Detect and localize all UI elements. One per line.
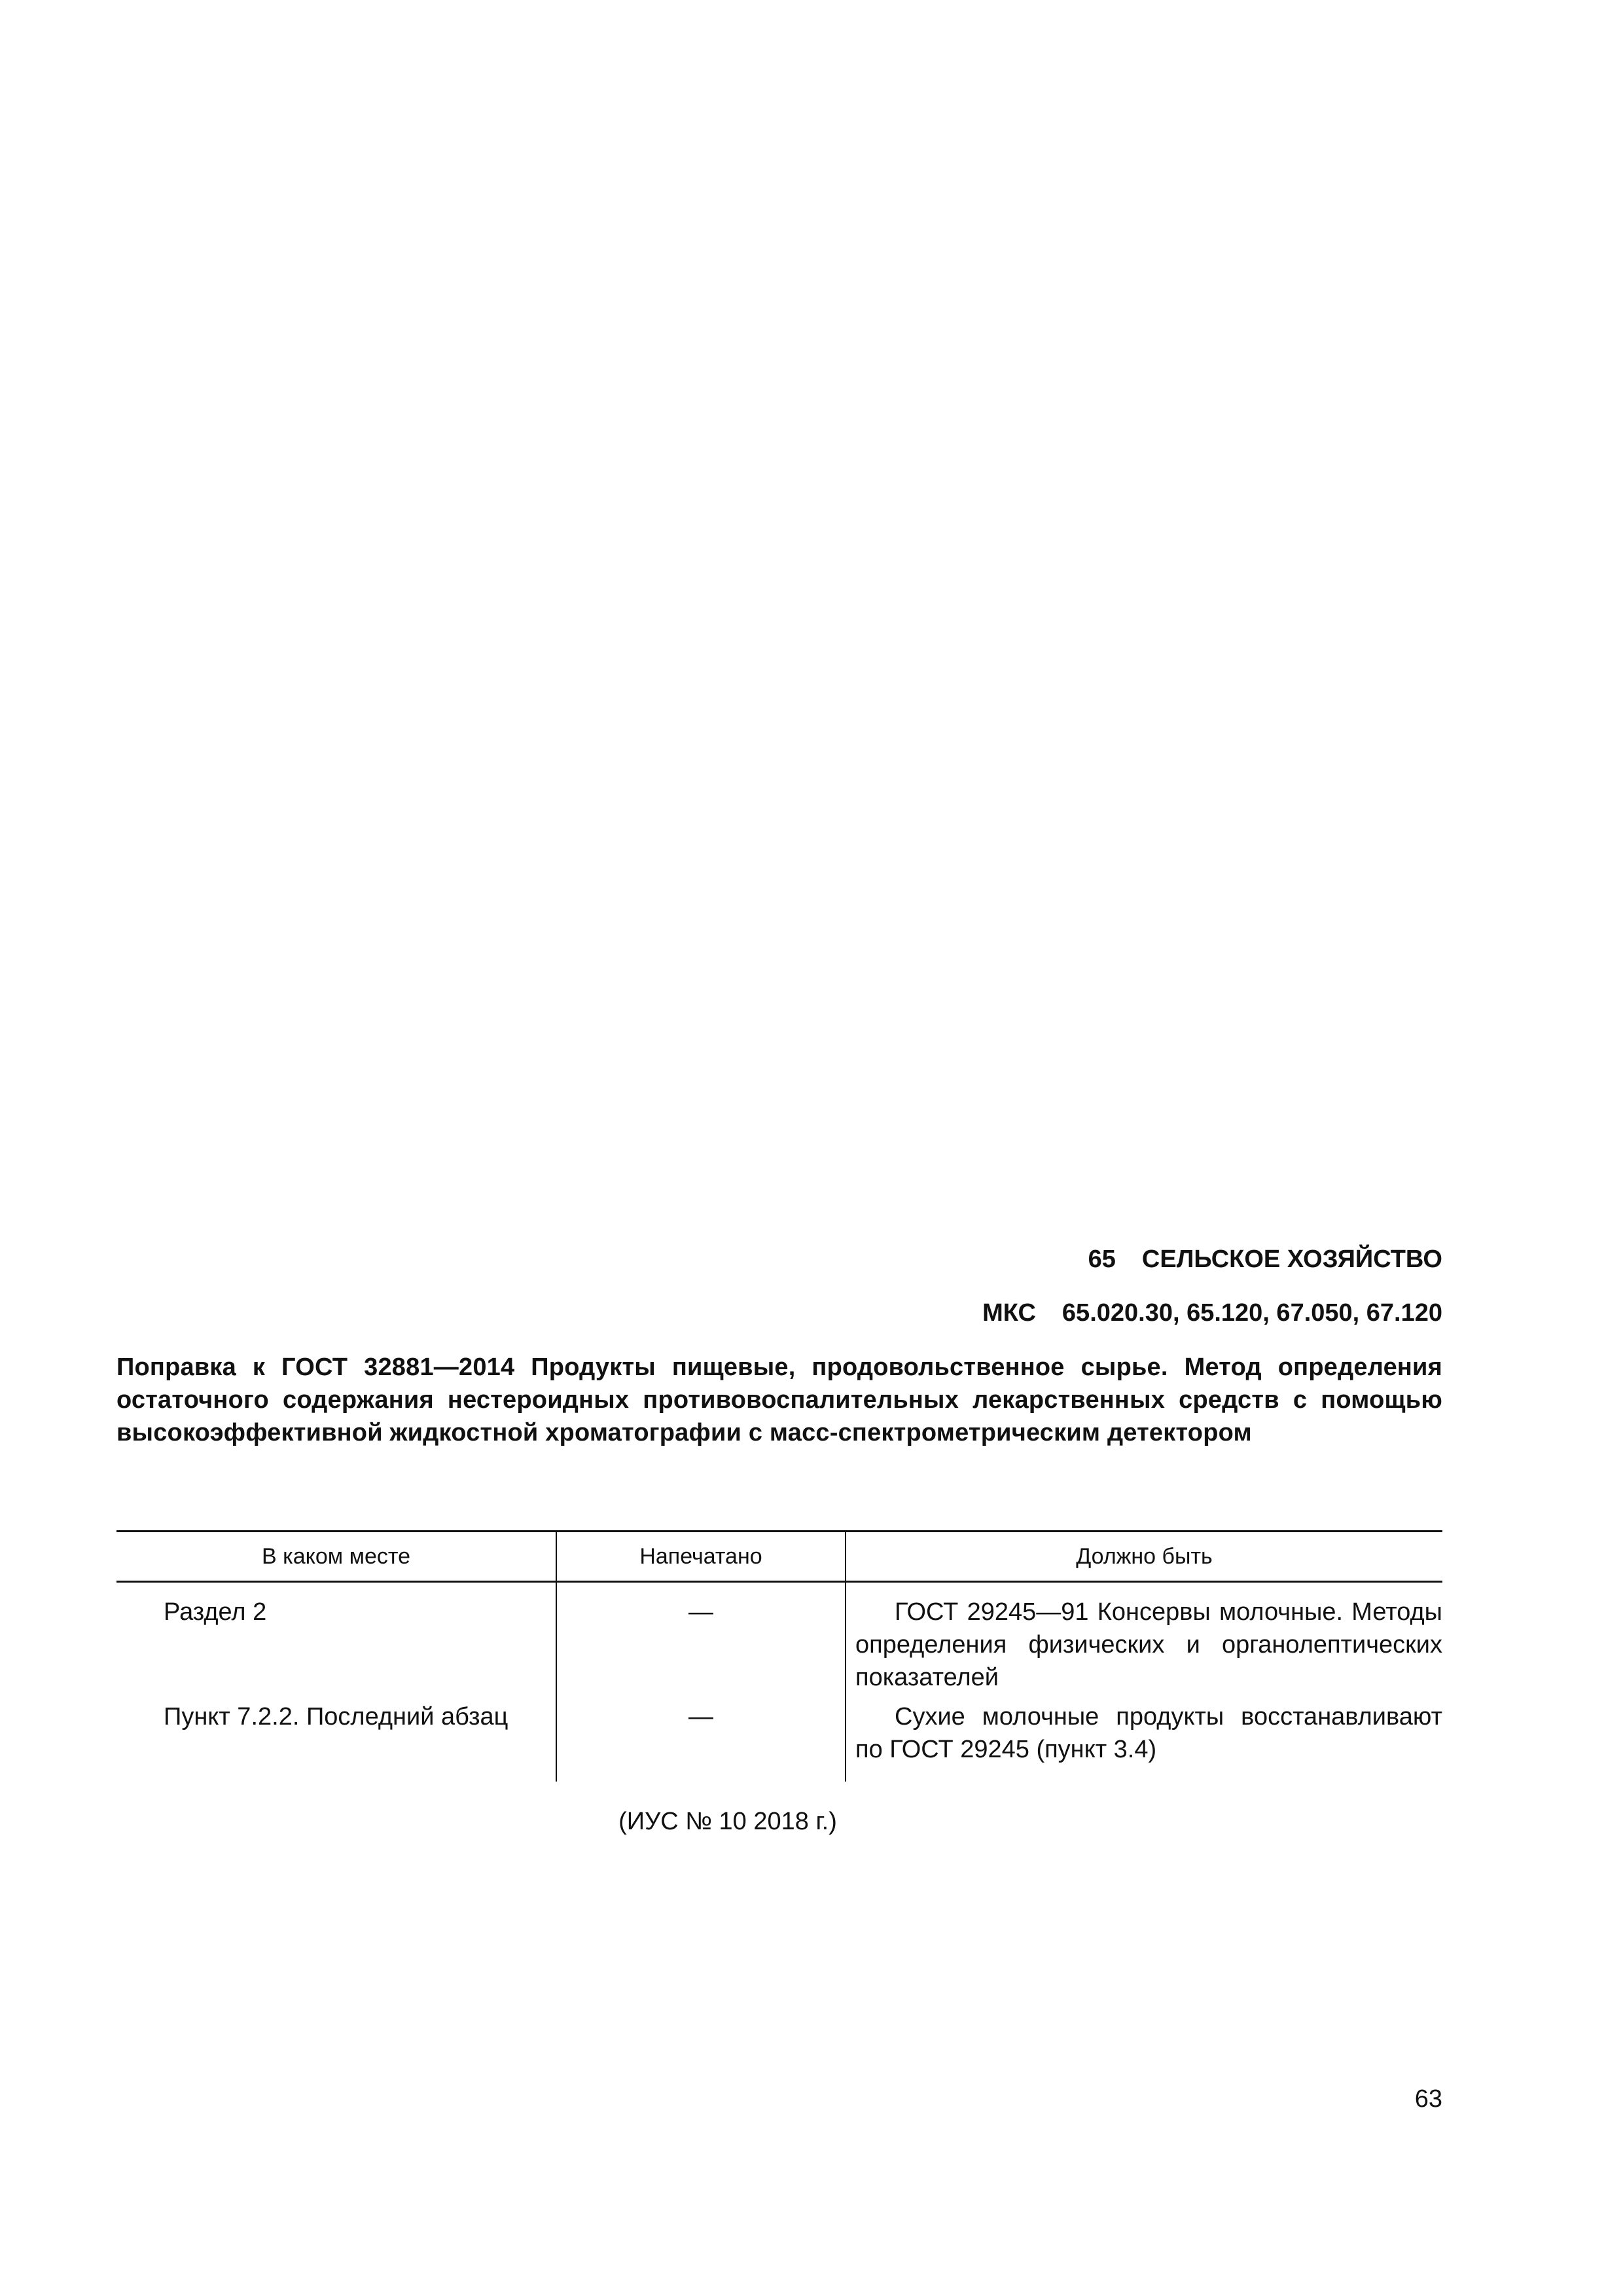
- cell-where: Раздел 2: [164, 1598, 267, 1626]
- table-row: [116, 1700, 1442, 1782]
- section-heading: [1088, 1244, 1442, 1275]
- cell-should-be: [855, 1596, 1442, 1700]
- cell-where: Пункт 7.2.2. Последний абзац: [164, 1703, 508, 1731]
- header-where: В каком месте: [116, 1532, 556, 1582]
- page-number: 63: [1414, 2085, 1442, 2113]
- cell-printed: —: [688, 1703, 713, 1731]
- mks-classification: [982, 1297, 1442, 1329]
- corrections-table: [116, 1530, 1442, 1782]
- mks-codes: 65.020.30, 65.120, 67.050, 67.120: [1061, 1299, 1442, 1327]
- section-name: СЕЛЬСКОЕ ХОЗЯЙСТВО: [1141, 1246, 1442, 1273]
- cell-should-be: [855, 1700, 1442, 1782]
- header-printed: Напечатано: [556, 1532, 846, 1582]
- cell-printed: —: [688, 1598, 713, 1626]
- cell-should-be-text: ГОСТ 29245—91 Консервы молочные. Методы определения физических и органолептических показателей: [855, 1598, 1442, 1691]
- mks-label: МКС: [982, 1299, 1036, 1327]
- table-row: [116, 1582, 1442, 1701]
- header-should-be: Должно быть: [846, 1532, 1442, 1582]
- source-reference: [0, 1805, 1623, 1838]
- table-header-row: [116, 1532, 1442, 1582]
- source-text: (ИУС № 10 2018 г.): [618, 1808, 837, 1835]
- amendment-title: Поправка к ГОСТ 32881—2014 Продукты пищевые, продовольственное сырье. Метод определения остаточного содержания нестероидных противовоспалительных лекарственных средств с помощью высокоэффективной жидкостной хроматографии с масс-спектрометрическим детектором: [116, 1354, 1442, 1446]
- cell-should-be-text: Сухие молочные продукты восстанавливают по ГОСТ 29245 (пункт 3.4): [855, 1703, 1442, 1763]
- section-number: 65: [1088, 1246, 1116, 1273]
